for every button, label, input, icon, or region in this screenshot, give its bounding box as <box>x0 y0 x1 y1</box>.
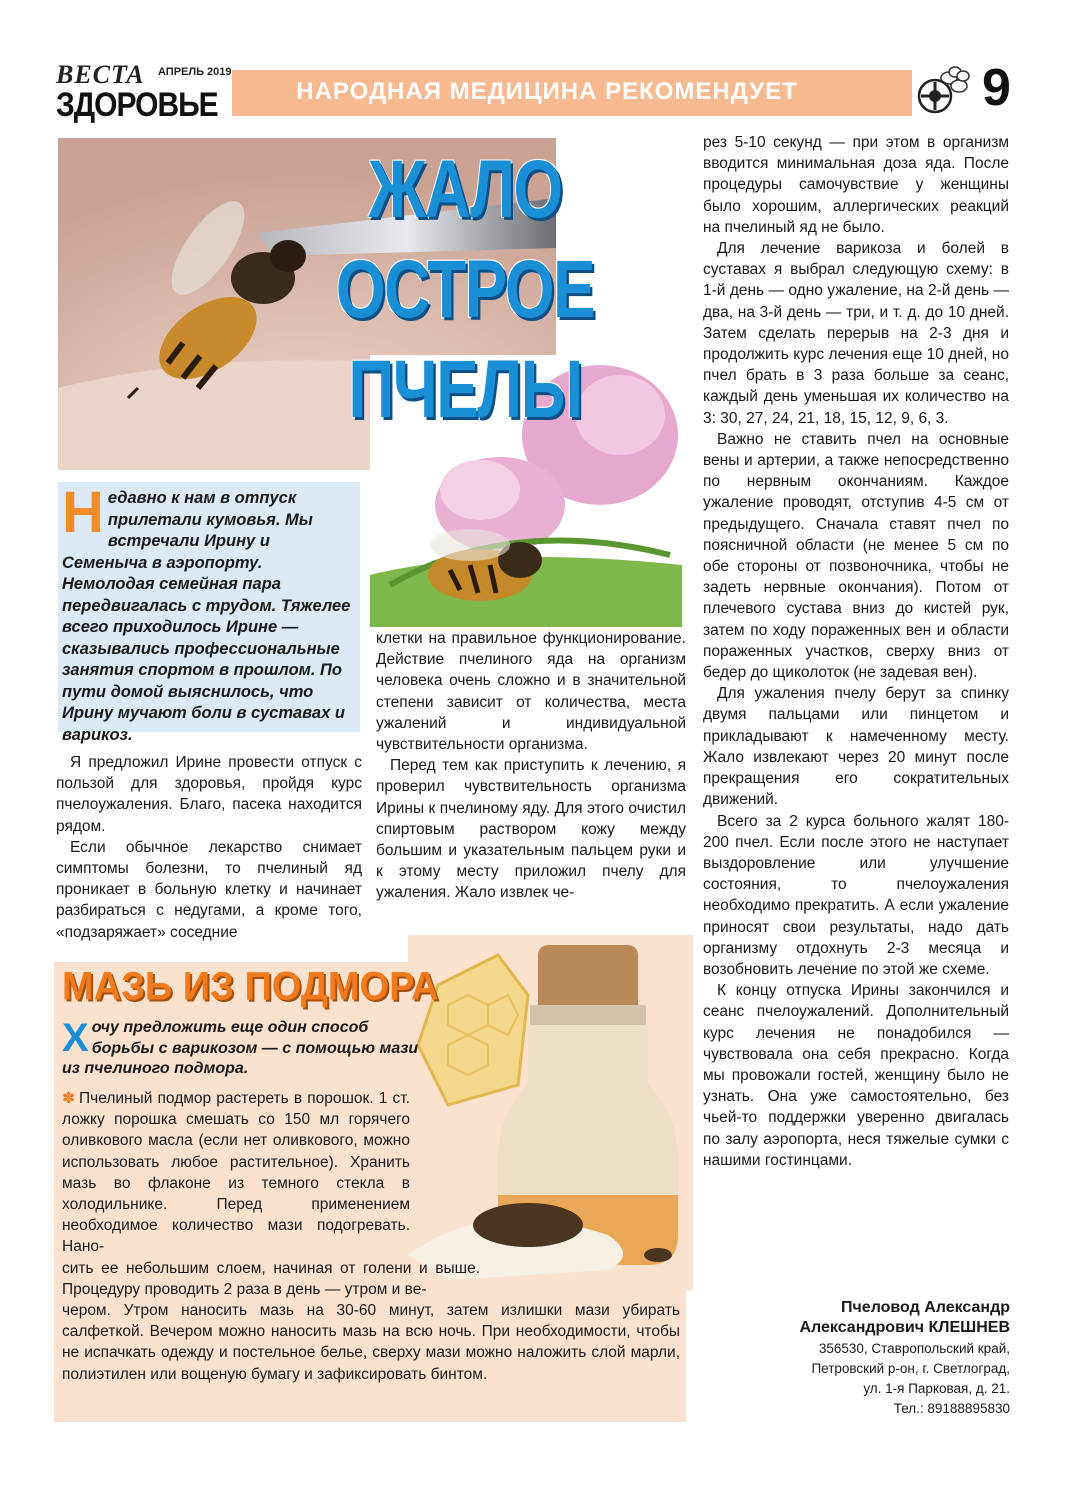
lead-text: едавно к нам в отпуск прилетали кумовья. Мы встречали Ирину и Семеныча в аэропорту. Немолодая семейная пара передвигалась с трудом. Тяжелее всего приходилось Ирине — сказывались профессиональные занятия спортом в прошлом. По пути домой выяснилось, что Ирину мучают боли в суставах и варикоз. <box>62 489 351 744</box>
ointment-lead-text: очу предложить еще один способ борьбы с варикозом — с помощью мази из пчелиного подмора. <box>62 1019 419 1077</box>
flower-bullet-icon: ✽ <box>62 1090 75 1107</box>
paragraph: Всего за 2 курса больного жалят 180-200 пчел. Если после этого не наступает выздоровление или улучшение состояния, то пчелоужаления необходимо прекратить. А если ужаление приносят свои результаты, надо дать организму отдохнуть 2-3 месяца и возобновить лечение по этой же схеме. <box>703 812 1009 978</box>
headline-line-2: ПЧЕЛЫ <box>348 344 582 435</box>
ointment-body-1 <box>62 1088 410 1258</box>
ointment-title: МАЗЬ ИЗ ПОДМОРА <box>62 964 439 1010</box>
ointment-lead <box>62 1018 422 1080</box>
paragraph: Для лечение варикоза и болей в суставах я выбрал следующую схему: в 1-й день — одно ужаление, на 2-й день — два, на 3-й день — три, и т. д. до 10 дней. Затем сделать перерыв на 2-3 дня и продолжить курс лечения еще 10 дней, но пчел брать в 3 раза больше за сеанс, каждый день уменьшая их количество на 3: 30, 27, 24, 21, 18, 15, 12, 9, 6, 3. <box>703 240 1009 427</box>
author-address-2: Петровский р-он, г. Светлоград, <box>811 1361 1010 1376</box>
ointment-body-3: чером. Утром наносить мазь на 30-60 минут, затем излишки мази убирать салфеткой. Вечером можно наносить мазь на всю ночь. При необходимости, чтобы не испачкать одежду и постельное белье, сверху мази можно наложить слой марли, полиэтилен или вощеную бумагу и зафиксировать бинтом. <box>62 1302 680 1383</box>
paragraph: Если обычное лекарство снимает симптомы болезни, то пчелиный яд проникает в больную клетку и начинает разбираться с недугами, а кроме того, «подзаряжает» соседние <box>56 838 362 941</box>
bee-flower-emblem-icon <box>915 64 971 116</box>
paragraph: Перед тем как приступить к лечению, я проверил чувствительность организма Ирины к пчелиному яду. Для этого очистил спиртовым раствором кожу между большим и указательным пальцем руки и к этому месту приложил пчелу для ужаления. Жало извлек че- <box>376 757 686 902</box>
article-column-b <box>376 628 686 904</box>
author-signature <box>700 1298 1010 1418</box>
paragraph: К концу отпуска Ирины закончился и сеанс пчелоужалений. Дополнительный курс лечения не понадобился — чувствовала она себя прекрасно. Когда мы провожали гостей, женщину было не узнать. Она уже самостоятельно, без чьей-то поддержки уверенно двигалась по залу аэропорта, неся тяжелые сумки с нашими гостинцами. <box>703 982 1009 1169</box>
lead-drop-cap: Н <box>62 480 104 545</box>
paragraph: клетки на правильное функционирование. Действие пчелиного яда на организм человека очень сложно и в значительной степени зависит от количества, места ужалений и индивидуальной чувствительности организма. <box>376 630 686 754</box>
article-column-a <box>56 752 362 943</box>
article-lead <box>62 480 354 746</box>
logo-zdorovie: ЗДОРОВЬЕ <box>56 86 218 124</box>
ointment-text-1: Пчелиный подмор растереть в порошок. 1 ст. ложку порошка смешать со 150 мл горячего оливкового масла (если нет оливкового, можно использовать любое растительное). Хранить мазь во флаконе из темного стекла в холодильнике. Перед применением необходимое количество мази подогревать. Нано- <box>62 1090 410 1256</box>
author-address-1: 356530, Ставропольский край, <box>818 1341 1010 1356</box>
paragraph: Я предложил Ирине провести отпуск с пользой для здоровья, пройдя курс пчелоужаления. Благо, пасека находится рядом. <box>56 754 362 835</box>
article-headline <box>290 140 641 440</box>
article-column-c <box>703 132 1009 1171</box>
author-name-2: Александрович КЛЕШНЕВ <box>799 1319 1010 1336</box>
issue-date: АПРЕЛЬ 2019 <box>158 66 232 78</box>
author-address-3: ул. 1-я Парковая, д. 21. <box>863 1381 1010 1396</box>
author-name-1: Пчеловод Александр <box>841 1299 1010 1316</box>
ointment-body-2: сить ее небольшим слоем, начиная от голени и выше. Процедуру проводить 2 раза в день — утром и ве- <box>62 1260 480 1299</box>
page-number: 9 <box>982 59 1011 117</box>
paragraph: Важно не ставить пчел на основные вены и артерии, а также непосредственно по нервным окончаниям. Каждое ужаление проводят, отступив 4-5 см от предыдущего. Сначала ставят пчел по поясничной области (не менее 5 см по обе стороны от позвоночника, чтобы не задеть нервные окончания). Потом от плечевого сустава вниз до кистей рук, затем по ходу пораженных вен и области пораженных участков, сверху вниз от бедер до щиколоток (не задевая вен). <box>703 430 1009 682</box>
paragraph: Для ужаления пчелу берут за спинку двумя пальцами или пинцетом и прикладывают к намеченному месту. Жало извлекают через 20 минут после прекращения его сократительных движений. <box>703 685 1009 809</box>
rubric-title: НАРОДНАЯ МЕДИЦИНА РЕКОМЕНДУЕТ <box>296 78 798 105</box>
paragraph: рез 5-10 секунд — при этом в организм вводится минимальная доза яда. После процедуры самочувствие у женщины было хорошим, аллергических реакций на пчелиный яд не было. <box>703 134 1009 236</box>
author-phone: Тел.: 89188895830 <box>893 1401 1010 1416</box>
ointment-drop-cap: Х <box>62 1016 89 1060</box>
headline-line-1: ЖАЛО ОСТРОЕ <box>335 144 595 335</box>
honey-jar-photo <box>408 935 693 1290</box>
logo-vesta: ВЕСТА <box>56 60 145 89</box>
